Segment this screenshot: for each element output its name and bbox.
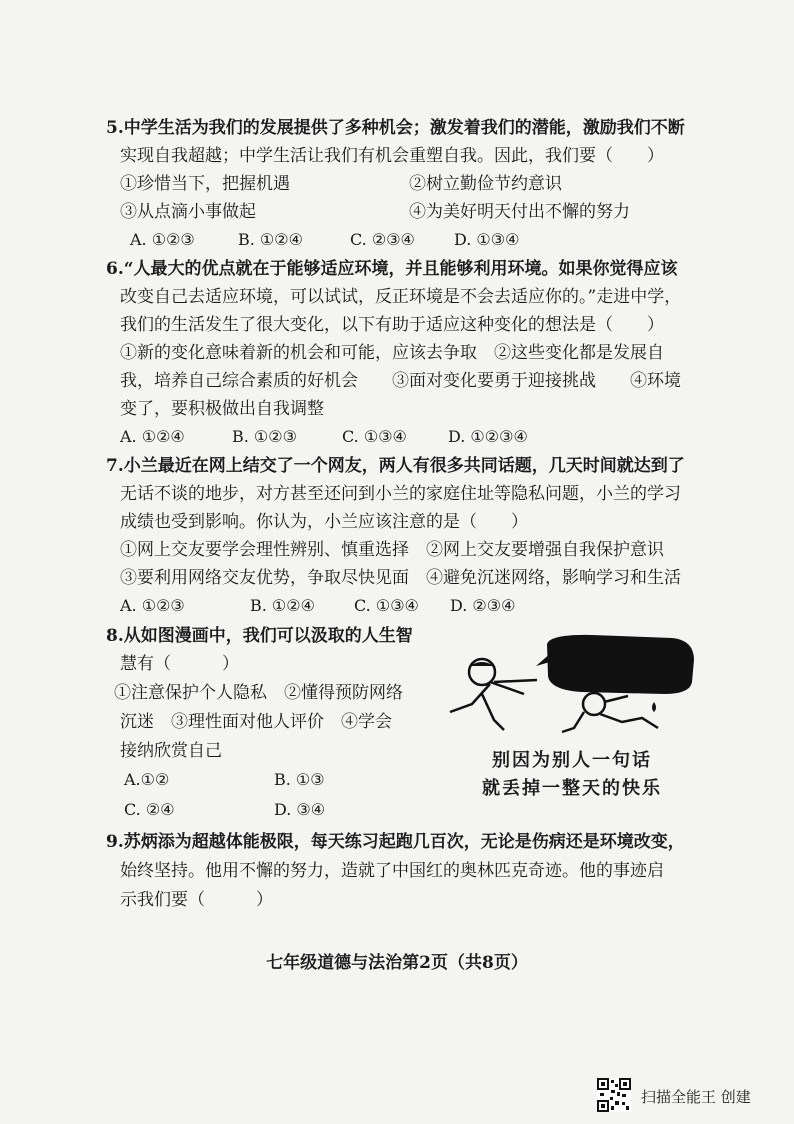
- q5-line-2: 实现自我超越；中学生活让我们有机会重塑自我。因此，我们要（ ）: [120, 146, 664, 166]
- sweat-drop: [652, 702, 656, 712]
- q7-options: [120, 596, 515, 616]
- cartoon-drawing: [432, 632, 712, 742]
- q9-line-1: 9.苏炳添为超越体能极限，每天练习起跑几百次，无论是伤病还是环境改变，: [106, 832, 685, 852]
- q6-option-a: A. ①②④: [120, 427, 185, 446]
- q6-option-b: B. ①②③: [232, 427, 297, 446]
- q6-line-5: 我，培养自己综合素质的好机会 ③面对变化要勇于迎接挑战 ④环境: [120, 371, 681, 391]
- q6-line-4: ①新的变化意味着新的机会和可能，应该去争取 ②这些变化都是发展自: [120, 343, 664, 363]
- q9-line-3: 示我们要（ ）: [120, 890, 273, 910]
- q6-option-c: C. ①③④: [342, 427, 407, 446]
- q8-option-d: D. ③④: [274, 800, 326, 819]
- cartoon-caption-line-2: 就丢掉一整天的快乐: [482, 778, 662, 799]
- q7-line-5: ③要利用网络交友优势，争取尽快见面 ④避免沉迷网络，影响学习和生活: [120, 568, 681, 588]
- scanner-label: 扫描全能王 创建: [641, 1088, 751, 1106]
- q6-line-3: 我们的生活发生了很大变化，以下有助于适应这种变化的想法是（ ）: [120, 315, 664, 335]
- cartoon-caption-line-1: 别因为别人一句话: [492, 750, 652, 771]
- q8-line-1: 8.从如图漫画中，我们可以汲取的人生智: [106, 626, 413, 646]
- q8-options-row-1: [124, 770, 325, 790]
- q8-line-4: 沉迷 ③理性面对他人评价 ④学会: [120, 712, 392, 732]
- q5-option-b: B. ①②④: [238, 230, 303, 249]
- q6-line-2: 改变自己去适应环境，可以试试，反正环境是不会去适应你的。”走进中学，: [120, 287, 682, 307]
- q5-option-d: D. ①③④: [454, 230, 520, 249]
- q8-line-3: ①注意保护个人隐私 ②懂得预防网络: [114, 683, 403, 703]
- scanner-watermark: [597, 1078, 777, 1114]
- q5-option-a: A. ①②③: [130, 230, 195, 249]
- q8-option-a: A.①②: [124, 770, 170, 789]
- q6-option-d: D. ①②③④: [448, 427, 528, 446]
- q8-line-2: 慧有（ ）: [120, 654, 239, 674]
- q8-options-row-2: [124, 800, 325, 820]
- q7-line-3: 成绩也受到影响。你认为，小兰应该注意的是（ ）: [120, 512, 528, 532]
- q7-option-d: D. ②③④: [450, 596, 516, 615]
- speech-bubble: [547, 635, 694, 694]
- right-figure-body: [562, 696, 658, 732]
- q9-line-2: 始终坚持。他用不懈的努力，造就了中国红的奥林匹克奇迹。他的事迹启: [120, 861, 664, 881]
- q6-line-6: 变了，要积极做出自我调整: [120, 399, 324, 419]
- q7-line-2: 无话不谈的地步，对方甚至还问到小兰的家庭住址等隐私问题，小兰的学习: [120, 484, 681, 504]
- q7-line-1: 7.小兰最近在网上结交了一个网友，两人有很多共同话题，几天时间就达到了: [106, 456, 685, 476]
- q5-option-c: C. ②③④: [350, 230, 415, 249]
- q5-line-3: ①珍惜当下，把握机遇 ②树立勤俭节约意识: [120, 174, 562, 194]
- q6-line-1: 6.“人最大的优点就在于能够适应环境，并且能够利用环境。如果你觉得应该: [106, 259, 678, 279]
- q5-line-4: ③从点滴小事做起 ④为美好明天付出不懈的努力: [120, 202, 630, 222]
- q7-option-b: B. ①②④: [250, 596, 315, 615]
- right-figure-head: [583, 693, 605, 715]
- q8-option-c: C. ②④: [124, 800, 175, 819]
- q7-option-a: A. ①②③: [120, 596, 185, 615]
- q7-line-4: ①网上交友要学会理性辨别、慎重选择 ②网上交友要增强自我保护意识: [120, 540, 664, 560]
- page-footer: 七年级道德与法治第2页（共8页）: [266, 953, 528, 973]
- qr-code-icon: [597, 1078, 631, 1112]
- q7-option-c: C. ①③④: [354, 596, 419, 615]
- cartoon-illustration: [432, 632, 712, 802]
- q8-option-b: B. ①③: [274, 770, 325, 789]
- q5-options: [130, 230, 519, 250]
- left-figure-body: [450, 680, 537, 730]
- q5-line-1: 5.中学生活为我们的发展提供了多种机会；激发着我们的潜能，激励我们不断: [106, 118, 685, 138]
- q8-line-5: 接纳欣赏自己: [120, 741, 222, 761]
- q6-options: [120, 427, 528, 447]
